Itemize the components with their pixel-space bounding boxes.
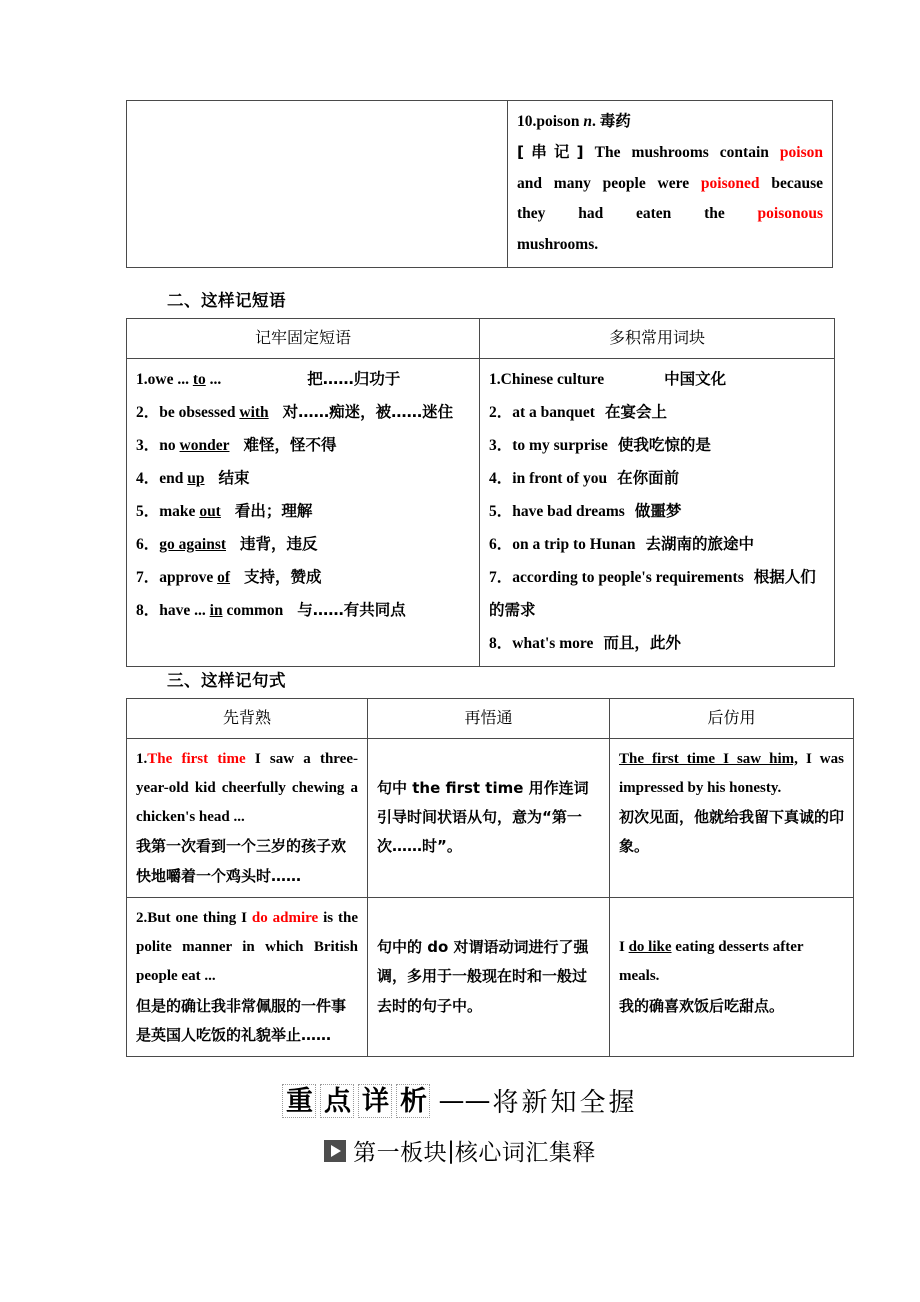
list-item <box>489 429 825 462</box>
item-underlined: wonder <box>179 436 230 454</box>
pattern2-pre: But one thing I <box>147 909 252 926</box>
vocab-number: 10. <box>517 113 537 130</box>
list-item <box>489 528 825 561</box>
example-pre: I <box>619 939 629 956</box>
pattern2-english <box>136 904 358 992</box>
item-translation: 支持，赞成 <box>244 568 322 587</box>
item-pre: have ... <box>159 602 210 620</box>
item-pre: make <box>159 503 200 521</box>
pattern1-keyword: The first time <box>147 750 246 767</box>
vocab-mnemonic-line-1 <box>517 138 823 168</box>
vocab-headword-line <box>517 107 823 137</box>
mnemonic-tag: [串记] <box>517 142 584 161</box>
list-item <box>136 495 470 528</box>
item-underlined: out <box>199 503 221 521</box>
item-underlined: with <box>239 403 269 421</box>
list-item <box>489 462 825 495</box>
decorative-banner <box>0 1082 920 1119</box>
phrases-col1-header: 记牢固定短语 <box>127 319 480 359</box>
item-translation: 在你面前 <box>617 468 680 487</box>
phrases-col1-cell <box>127 358 480 667</box>
sentence-patterns-table <box>126 698 854 1057</box>
item-phrase: Chinese culture <box>500 370 605 388</box>
example-rest: eating desserts after meals. <box>619 939 804 985</box>
item-phrase: have bad dreams <box>512 503 625 521</box>
pattern1-english <box>136 745 358 833</box>
mnemonic-red-poison: poison <box>779 143 824 161</box>
example-rest: I was impressed by his honesty. <box>619 750 844 796</box>
item-translation: 把……归功于 <box>307 369 401 388</box>
item-number: 6． <box>136 536 160 554</box>
item-translation: 与……有共同点 <box>297 601 406 620</box>
subbanner-label: 第一板块 <box>353 1140 448 1166</box>
pattern1-chinese: 我第一次看到一个三岁的孩子欢快地嚼着一个鸡头时…… <box>136 837 347 885</box>
list-item <box>489 396 825 429</box>
table-row <box>127 101 833 268</box>
pattern1-original-cell <box>127 738 368 897</box>
play-triangle-icon <box>324 1140 346 1162</box>
item-underlined: to <box>192 370 206 388</box>
item-underlined: up <box>187 469 205 487</box>
item-underlined: in <box>209 602 223 620</box>
table-header-row <box>127 699 854 739</box>
list-item <box>136 561 470 594</box>
pattern1-explanation-cell <box>368 738 610 897</box>
table-header-row <box>127 319 835 359</box>
item-underlined: go against <box>159 536 227 554</box>
item-number: 7． <box>489 569 513 587</box>
item-number: 3． <box>136 436 160 454</box>
pattern2-rest: is the polite manner in which British people eat ... <box>136 909 358 985</box>
item-number: 8． <box>136 602 160 620</box>
item-translation: 看出；理解 <box>234 502 313 521</box>
list-item <box>489 363 825 396</box>
item-post: common <box>222 602 284 620</box>
mnemonic-red-poisonous: poisonous <box>757 205 823 223</box>
item-translation: 去湖南的旅途中 <box>645 535 754 554</box>
vocab-mnemonic-line-2 <box>517 169 823 199</box>
mnemonic-text-g: the <box>704 205 725 223</box>
item-number: 3． <box>489 436 513 454</box>
item-pre: be obsessed <box>159 403 240 421</box>
table-row <box>127 358 835 667</box>
patterns-col1-header: 先背熟 <box>127 699 368 739</box>
vocabulary-table <box>126 100 833 268</box>
pattern1-example-cell <box>610 738 854 897</box>
subsection-banner <box>0 1134 920 1167</box>
item-phrase: on a trip to Hunan <box>512 536 636 554</box>
item-translation: 使我吃惊的是 <box>617 435 711 454</box>
vocab-left-cell <box>127 101 508 268</box>
item-translation: 根据人们的需求 <box>489 568 816 620</box>
banner-grid-char-4: 析 <box>396 1084 430 1118</box>
table-row <box>127 897 854 1056</box>
item-number: 1. <box>136 370 148 388</box>
phrases-col2-header: 多积常用词块 <box>480 319 835 359</box>
vocab-word: poison <box>536 113 580 130</box>
item-translation: 难怪，怪不得 <box>243 435 337 454</box>
pattern2-original-cell <box>127 897 368 1056</box>
patterns-col2-header: 再悟通 <box>368 699 610 739</box>
item-translation: 结束 <box>218 468 250 487</box>
item-number: 4． <box>136 469 160 487</box>
mnemonic-red-poisoned: poisoned <box>700 174 760 192</box>
list-item <box>489 495 825 528</box>
pattern2-example-cn: 我的确喜欢饭后吃甜点。 <box>619 996 785 1015</box>
item-translation: 违背，违反 <box>240 535 318 554</box>
list-item <box>136 429 470 462</box>
item-phrase: what's more <box>512 635 594 653</box>
subbanner-title: 核心词汇集释 <box>454 1140 596 1166</box>
item-pre: end <box>159 469 188 487</box>
section-heading-phrases: 二、这样记短语 <box>167 291 286 310</box>
list-item <box>136 363 470 396</box>
vocab-meaning: 毒药 <box>599 112 631 130</box>
pattern2-chinese: 但是的确让我非常佩服的一件事是英国人吃饭的礼貌举止…… <box>136 996 347 1044</box>
banner-grid-char-1: 重 <box>282 1084 316 1118</box>
list-item <box>136 396 470 429</box>
list-item <box>489 627 825 660</box>
vocab-entry-cell <box>508 101 833 268</box>
example-underlined: The first time I saw him, <box>619 750 798 767</box>
item-number: 1. <box>136 750 148 767</box>
item-phrase: at a banquet <box>512 403 595 421</box>
mnemonic-text-c: because <box>771 174 824 192</box>
item-number: 2． <box>489 403 513 421</box>
item-translation: 对……痴迷，被……迷住 <box>282 402 454 421</box>
item-number: 1. <box>489 370 501 388</box>
item-number: 6． <box>489 536 513 554</box>
item-number: 4． <box>489 469 513 487</box>
item-number: 7． <box>136 569 160 587</box>
item-pre: approve <box>159 569 218 587</box>
vocab-mnemonic-line-4: mushrooms. <box>517 236 599 253</box>
item-post: ... <box>205 370 222 388</box>
item-number: 2． <box>136 403 160 421</box>
pattern1-explanation: 句中 the first time 用作连词引导时间状语从句，意为“第一次……时”。 <box>377 778 589 856</box>
pattern1-example-cn: 初次见面，他就给我留下真诚的印象。 <box>619 808 845 856</box>
item-translation: 中国文化 <box>664 369 727 388</box>
item-number: 5． <box>489 503 513 521</box>
vocab-mnemonic-line-3 <box>517 199 823 229</box>
list-item <box>136 594 470 627</box>
phrases-col2-cell <box>480 358 835 667</box>
pattern2-example-en <box>619 933 844 992</box>
vocab-pos: n <box>583 113 592 130</box>
item-pre: owe ... <box>147 370 193 388</box>
phrases-table <box>126 318 835 667</box>
table-row <box>127 738 854 897</box>
subbanner-divider: | <box>447 1137 455 1164</box>
item-phrase: in front of you <box>512 469 608 487</box>
vocab-pos-sep: . <box>591 113 596 130</box>
item-pre: no <box>159 436 180 454</box>
list-item <box>136 528 470 561</box>
item-number: 2. <box>136 909 148 926</box>
pattern2-keyword: do admire <box>251 909 319 926</box>
pattern2-example-cell <box>610 897 854 1056</box>
patterns-col3-header: 后仿用 <box>610 699 854 739</box>
pattern2-explanation: 句中的 do 对谓语动词进行了强调，多用于一般现在时和一般过去时的句子中。 <box>377 938 589 1015</box>
banner-tail-text: 将新知全握 <box>492 1088 638 1118</box>
list-item <box>136 462 470 495</box>
mnemonic-text-d: they <box>517 205 546 223</box>
mnemonic-text-a: The mushrooms contain <box>594 143 769 161</box>
list-item <box>489 561 825 627</box>
banner-grid-char-3: 详 <box>358 1084 392 1118</box>
item-phrase: according to people's requirements <box>512 569 744 587</box>
item-phrase: to my surprise <box>512 436 608 454</box>
pattern1-rest: I saw a three-year-old kid cheerfully chewing a chicken's head ... <box>136 750 358 826</box>
item-number: 5． <box>136 503 160 521</box>
item-translation: 做噩梦 <box>634 502 682 521</box>
item-translation: 而且，此外 <box>603 634 681 653</box>
banner-dash: —— <box>438 1085 491 1116</box>
example-underlined: do like <box>628 939 672 956</box>
mnemonic-text-e: had <box>578 205 604 223</box>
mnemonic-text-f: eaten <box>635 205 672 223</box>
mnemonic-text-b: and many people were <box>517 174 690 192</box>
banner-grid-char-2: 点 <box>320 1084 354 1118</box>
item-number: 8． <box>489 635 513 653</box>
item-underlined: of <box>217 569 231 587</box>
section-heading-patterns: 三、这样记句式 <box>167 671 286 690</box>
pattern1-example-en <box>619 745 844 804</box>
pattern2-explanation-cell <box>368 897 610 1056</box>
item-translation: 在宴会上 <box>604 402 667 421</box>
